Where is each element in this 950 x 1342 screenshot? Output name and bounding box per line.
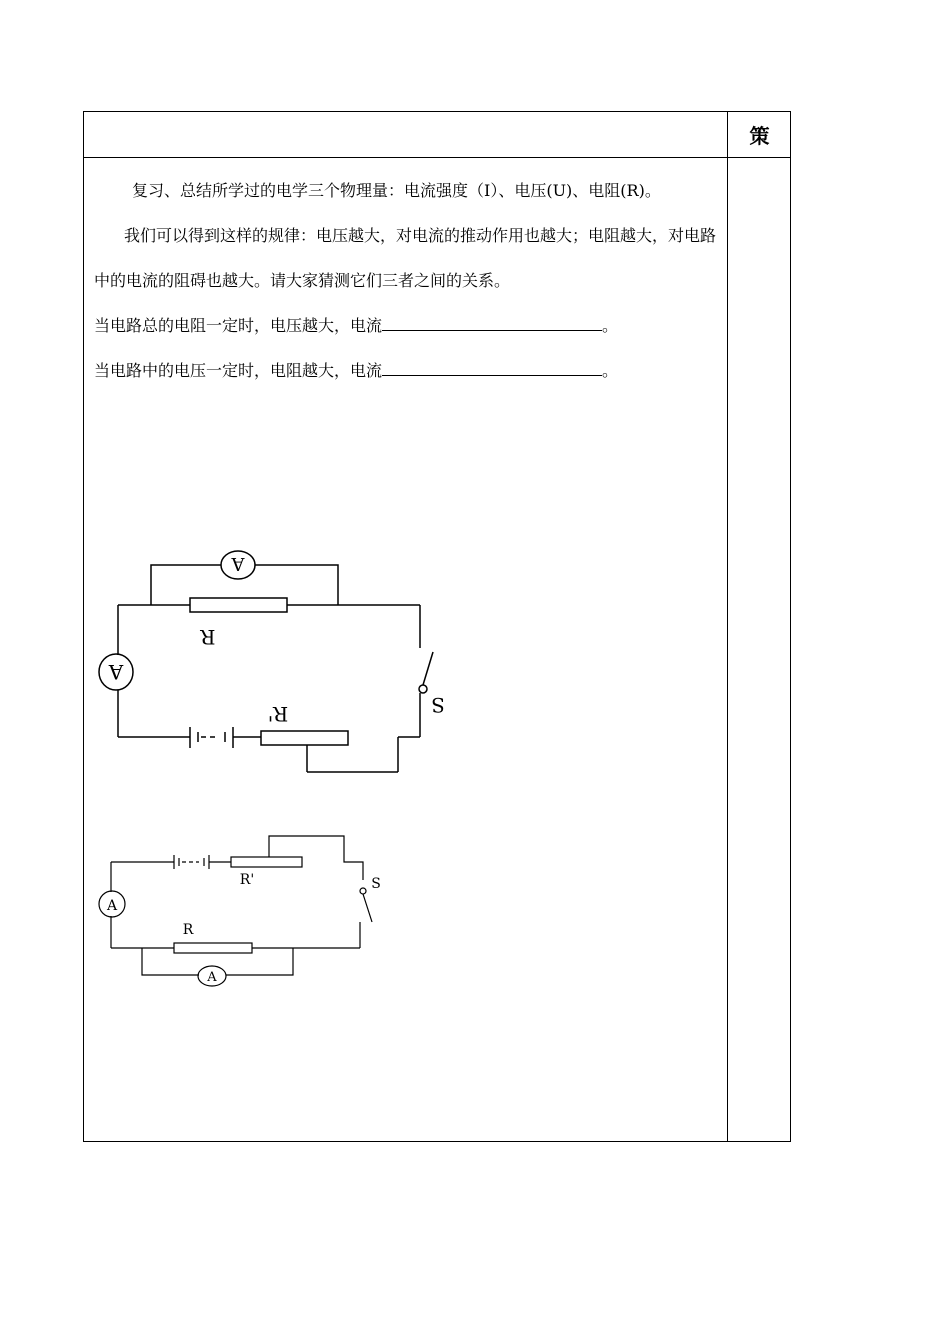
fill-line-resistance-end: 。: [602, 316, 619, 335]
rheostat-label-2: R': [239, 872, 255, 888]
rheostat-label: R': [267, 702, 289, 726]
header-row-divider: [84, 157, 790, 158]
answer-blank-2[interactable]: [382, 357, 602, 376]
switch-symbol: [423, 652, 433, 685]
column-divider: [727, 112, 728, 1141]
fill-line-voltage: [94, 348, 719, 393]
circuit-diagram-2: [95, 830, 395, 995]
rheostat-symbol: [261, 731, 348, 745]
switch-label-2: S: [371, 876, 381, 892]
resistor-symbol-2: [174, 943, 252, 953]
ammeter-left-label: A: [108, 660, 124, 684]
switch-label: S: [431, 693, 445, 717]
resistor-label: R: [200, 625, 216, 649]
paragraph-rule: 我们可以得到这样的规律：电压越大，对电流的推动作用也越大；电阻越大，对电路中的电流的阻碍也越大。请大家猜测它们三者之间的关系。: [94, 226, 717, 290]
fill-line-voltage-text: 当电路中的电压一定时，电阻越大，电流: [94, 361, 383, 380]
fill-line-voltage-end: 。: [602, 361, 619, 380]
fill-line-resistance-text: 当电路总的电阻一定时，电压越大，电流: [94, 316, 383, 335]
rheostat-symbol-2: [231, 857, 302, 867]
answer-blank-1[interactable]: [382, 312, 602, 331]
ammeter-left-label-2: A: [106, 898, 118, 914]
resistor-label-2: R: [182, 922, 194, 938]
side-column-header: 策: [749, 124, 770, 148]
resistor-symbol: [190, 598, 287, 612]
ammeter-top-label: A: [231, 553, 245, 574]
ammeter-bottom-label-2: A: [207, 970, 217, 985]
main-content: [94, 168, 719, 393]
circuit-diagram-1: [95, 540, 455, 780]
paragraph-review: 复习、总结所学过的电学三个物理量：电流强度（I）、电压(U)、电阻(R)。: [132, 181, 661, 200]
switch-symbol-2: [363, 894, 372, 922]
fill-line-resistance: [94, 303, 719, 348]
